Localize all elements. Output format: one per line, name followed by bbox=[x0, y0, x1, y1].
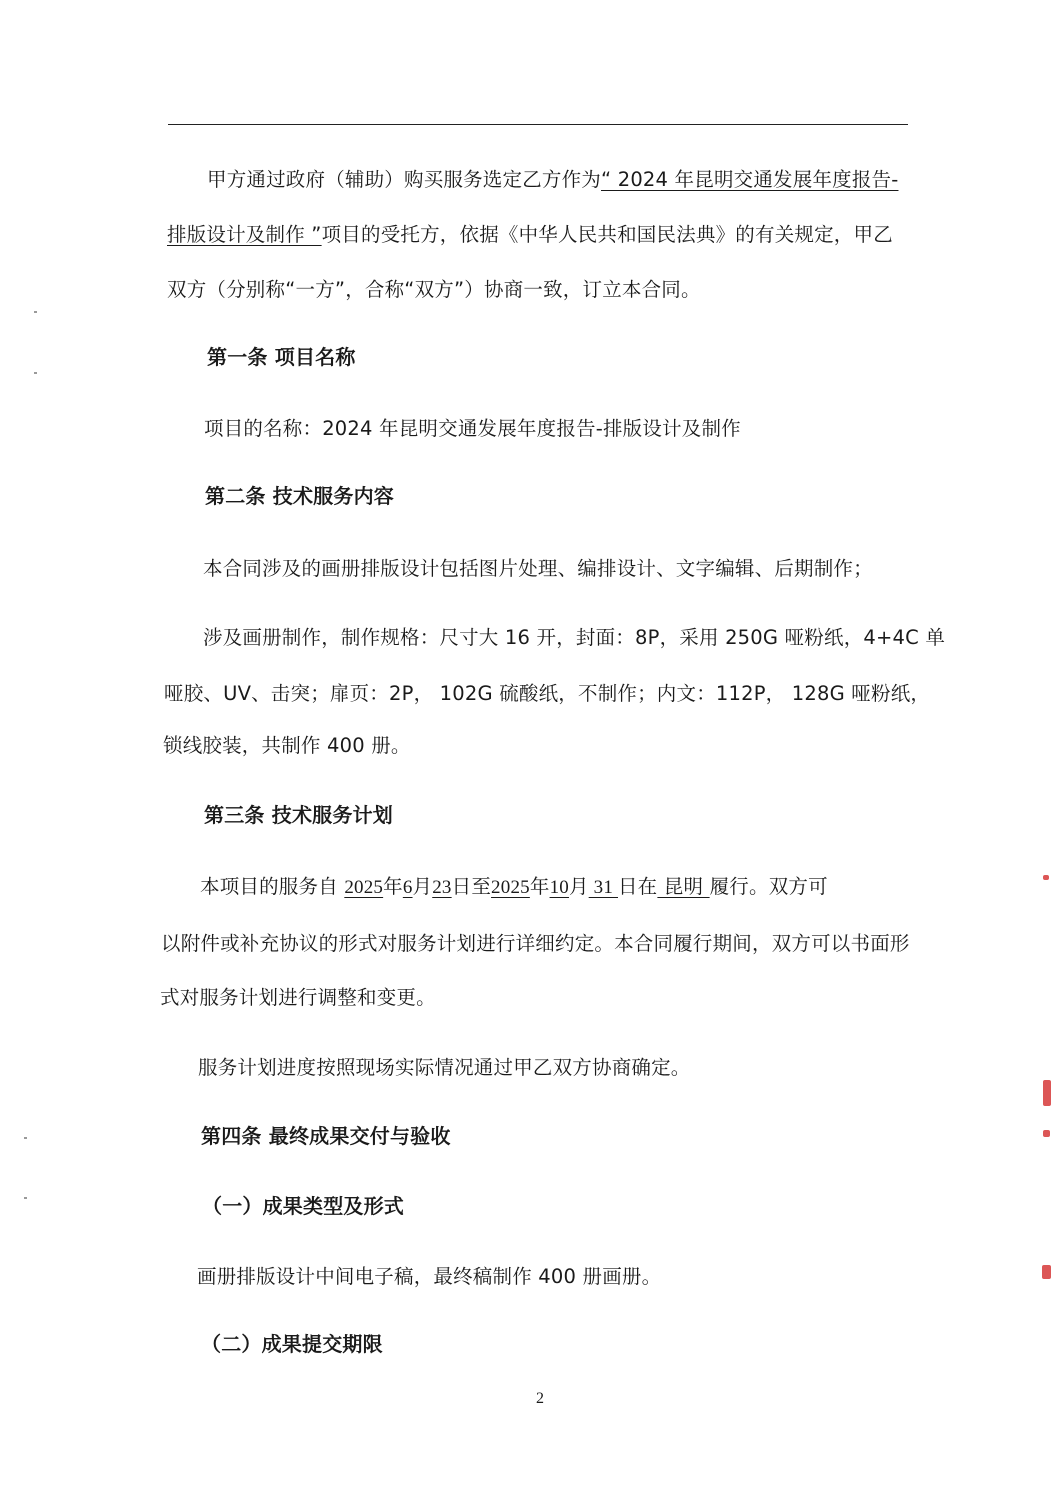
scan-speck bbox=[24, 1137, 27, 1139]
article-3-paragraph-1-line-1 bbox=[200, 873, 828, 902]
header-rule bbox=[168, 124, 908, 125]
start-day: 23 bbox=[432, 877, 452, 898]
start-month: 6 bbox=[402, 877, 413, 898]
article-2-paragraph-1: 本合同涉及的画册排版设计包括图片处理、编排设计、文字编辑、后期制作； bbox=[203, 557, 873, 580]
seal-fragment bbox=[1043, 875, 1049, 880]
start-year: 2025 bbox=[344, 877, 384, 898]
article-3-heading: 第三条 技术服务计划 bbox=[204, 803, 393, 827]
text: 年 bbox=[529, 875, 550, 898]
project-name-underlined: “ 2024 年昆明交通发展年度报告- bbox=[601, 168, 899, 191]
article-2-paragraph-2-line-2: 哑胶、UV、击突；扉页：2P， 102G 硫酸纸，不制作；内文：112P， 128G 哑粉纸， bbox=[164, 682, 931, 705]
page-number: 2 bbox=[536, 1390, 544, 1407]
intro-line-2 bbox=[167, 221, 893, 249]
scan-speck bbox=[24, 1197, 27, 1199]
text: 本项目的服务自 bbox=[200, 875, 345, 898]
text: 履行。双方可 bbox=[709, 875, 828, 898]
article-3-paragraph-2: 服务计划进度按照现场实际情况通过甲乙双方协商确定。 bbox=[198, 1056, 691, 1079]
end-year: 2025 bbox=[491, 877, 530, 898]
text: 日至 bbox=[451, 875, 492, 898]
project-name-underlined: 排版设计及制作 ” bbox=[167, 223, 322, 246]
intro-line-3: 双方（分别称“一方”，合称“双方”）协商一致，订立本合同。 bbox=[167, 278, 701, 301]
seal-fragment bbox=[1043, 1080, 1051, 1106]
scan-speck bbox=[34, 311, 37, 313]
end-month: 10 bbox=[549, 877, 569, 898]
seal-fragment bbox=[1042, 1265, 1051, 1279]
place: 昆明 bbox=[657, 875, 710, 898]
article-4-subheading-1: （一）成果类型及形式 bbox=[202, 1194, 404, 1218]
text: 月 bbox=[412, 875, 433, 898]
intro-line-1 bbox=[207, 166, 898, 194]
article-2-paragraph-2-line-3: 锁线胶装，共制作 400 册。 bbox=[163, 734, 411, 757]
seal-fragment bbox=[1043, 1130, 1050, 1137]
article-2-heading: 第二条 技术服务内容 bbox=[205, 484, 394, 508]
intro-text: 项目的受托方，依据《中华人民共和国民法典》的有关规定，甲乙 bbox=[321, 223, 893, 246]
article-4-subheading-1-text: 画册排版设计中间电子稿，最终稿制作 400 册画册。 bbox=[197, 1265, 662, 1288]
article-3-paragraph-1-line-2: 以附件或补充协议的形式对服务计划进行详细约定。本合同履行期间，双方可以书面形 bbox=[161, 932, 910, 955]
end-day: 31 bbox=[588, 877, 618, 898]
article-1-text: 项目的名称：2024 年昆明交通发展年度报告-排版设计及制作 bbox=[204, 417, 741, 440]
text: 月 bbox=[568, 875, 589, 898]
article-4-heading: 第四条 最终成果交付与验收 bbox=[201, 1124, 451, 1148]
text: 年 bbox=[383, 875, 403, 898]
intro-text: 甲方通过政府（辅助）购买服务选定乙方作为 bbox=[207, 168, 602, 191]
article-3-paragraph-1-line-3: 式对服务计划进行调整和变更。 bbox=[160, 986, 436, 1009]
text: 日在 bbox=[617, 875, 658, 898]
article-4-subheading-2: （二）成果提交期限 bbox=[201, 1332, 383, 1356]
article-2-paragraph-2-line-1: 涉及画册制作，制作规格：尺寸大 16 开，封面：8P，采用 250G 哑粉纸，4+4C 单 bbox=[203, 626, 946, 649]
article-1-heading: 第一条 项目名称 bbox=[207, 345, 356, 369]
scan-speck bbox=[34, 372, 37, 374]
